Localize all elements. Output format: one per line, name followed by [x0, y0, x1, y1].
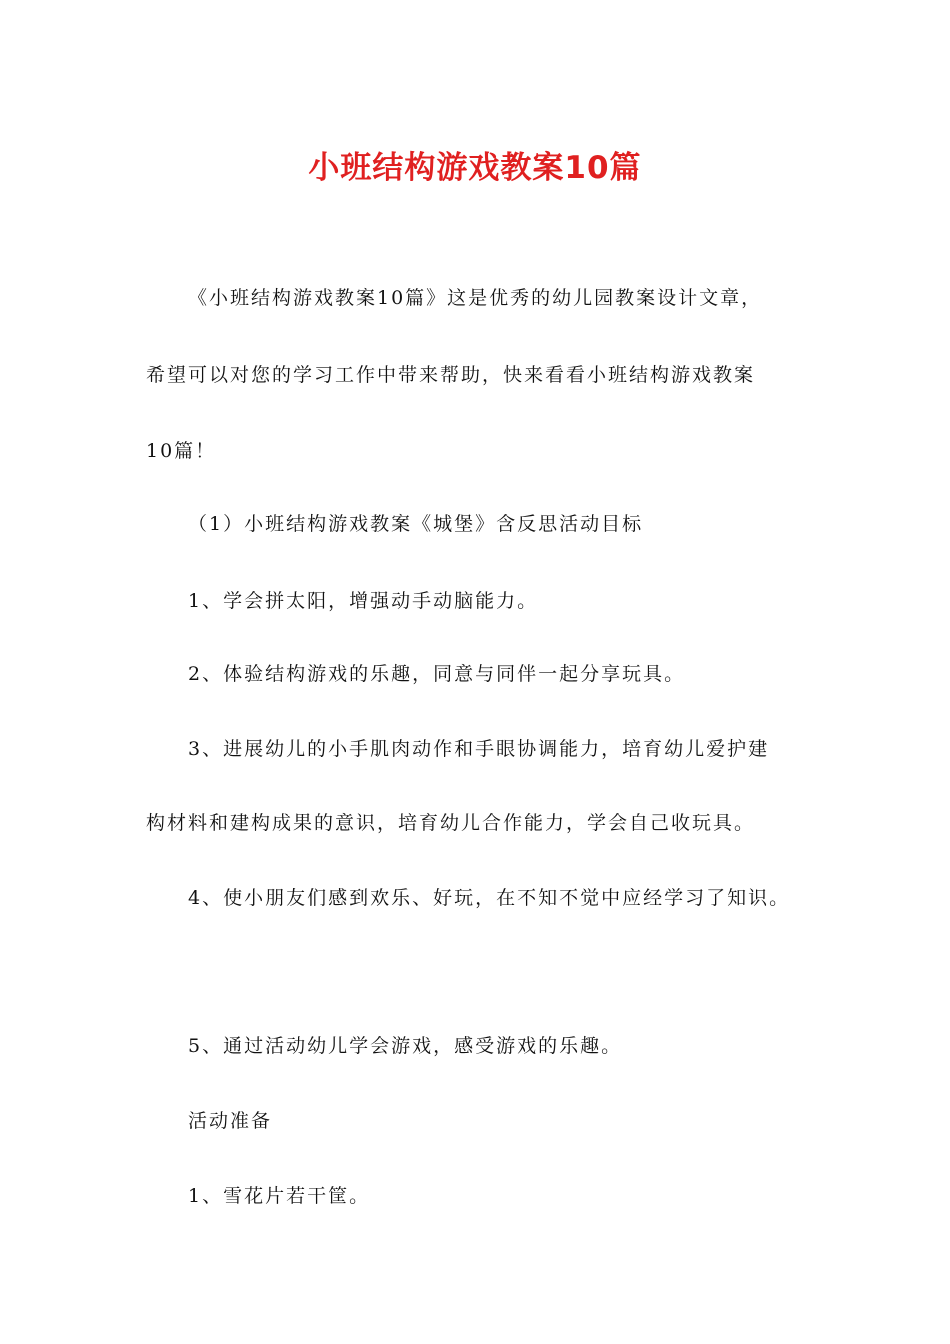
paragraph-line: （1）小班结构游戏教案《城堡》含反思活动目标	[188, 513, 644, 535]
paragraph-line: 10篇！	[146, 440, 217, 462]
section-heading: 活动准备	[188, 1110, 273, 1132]
list-item: 5、通过活动幼儿学会游戏，感受游戏的乐趣。	[188, 1035, 623, 1057]
list-item: 2、体验结构游戏的乐趣，同意与同伴一起分享玩具。	[188, 663, 686, 685]
list-item: 1、学会拼太阳，增强动手动脑能力。	[188, 590, 539, 612]
list-item: 4、使小朋友们感到欢乐、好玩，在不知不觉中应经学习了知识。	[188, 887, 791, 909]
document-title: 小班结构游戏教案10篇	[308, 150, 642, 186]
paragraph-line: 构材料和建构成果的意识，培育幼儿合作能力，学会自己收玩具。	[146, 812, 756, 834]
paragraph-line: 《小班结构游戏教案10篇》这是优秀的幼儿园教案设计文章，	[188, 287, 763, 309]
list-item: 1、雪花片若干筐。	[188, 1185, 371, 1207]
list-item: 3、进展幼儿的小手肌肉动作和手眼协调能力，培育幼儿爱护建	[188, 738, 770, 760]
paragraph-line: 希望可以对您的学习工作中带来帮助，快来看看小班结构游戏教案	[146, 364, 756, 386]
